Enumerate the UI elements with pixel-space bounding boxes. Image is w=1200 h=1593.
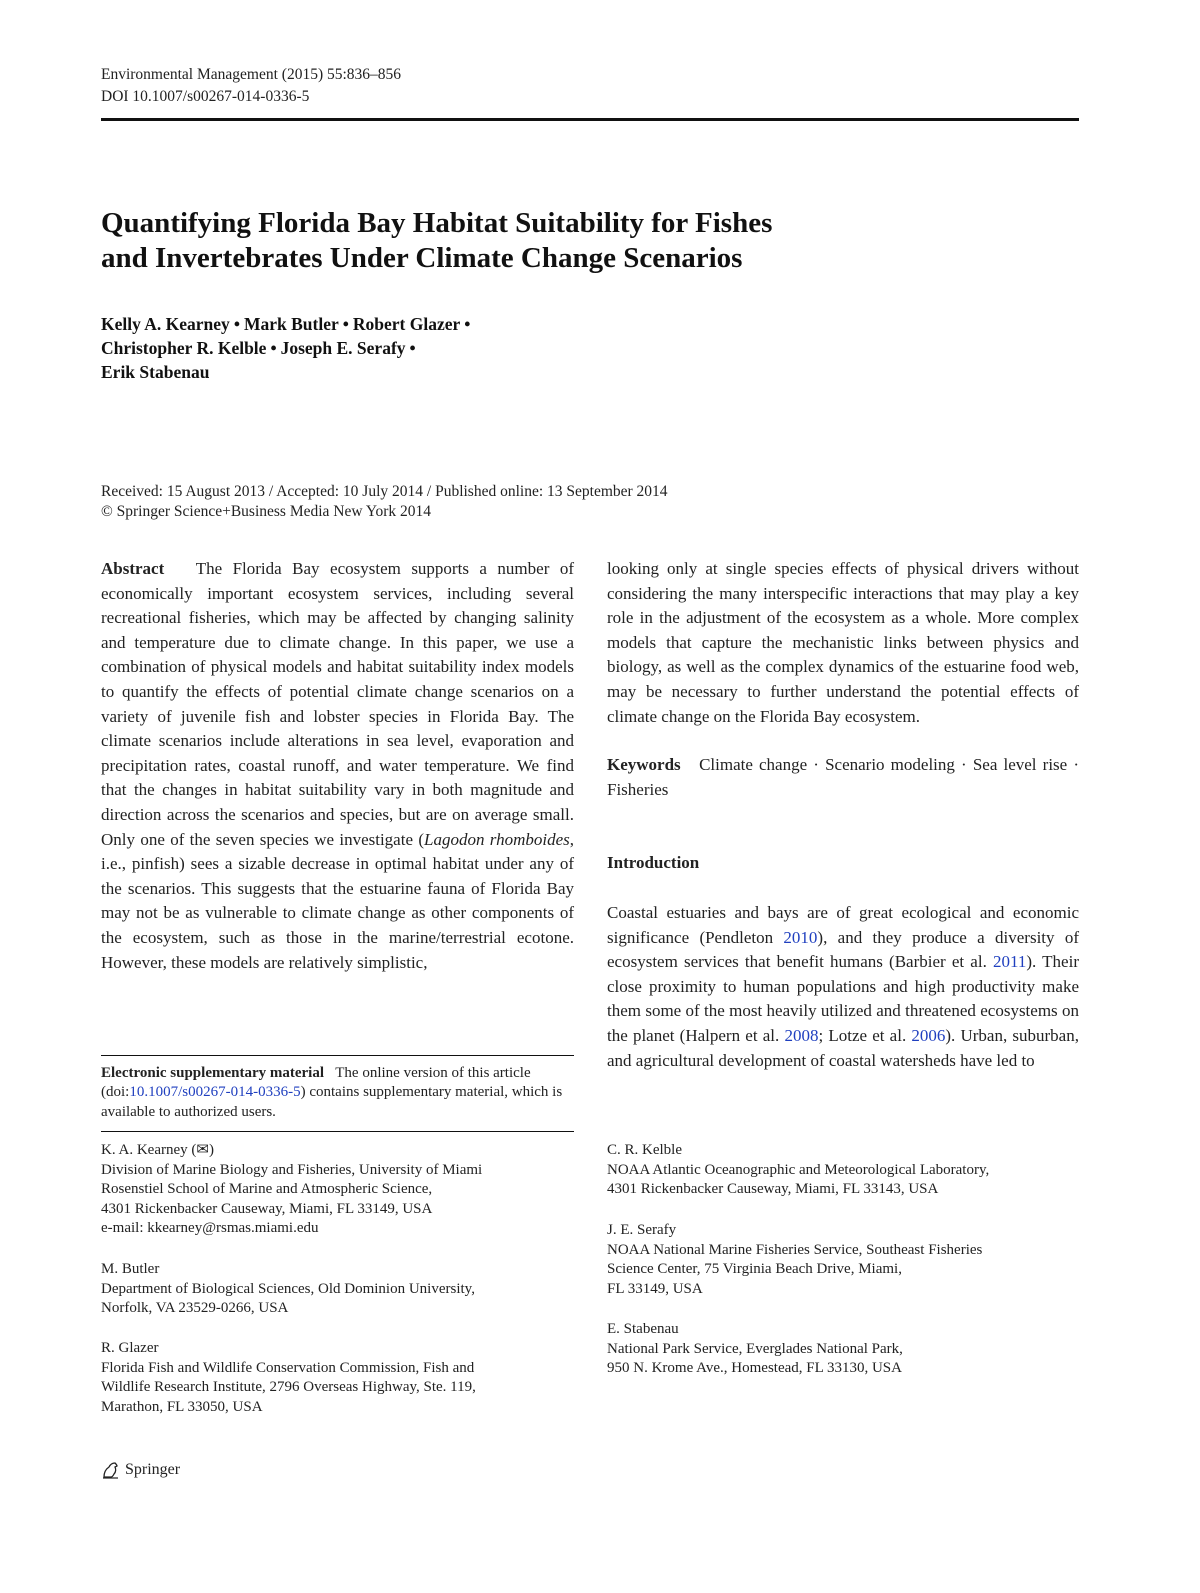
affiliation-line: Department of Biological Sciences, Old Dominion University,	[101, 1280, 475, 1297]
intro-text: ). Their close proximity to human populations and high productivity make them some of the most heavily utilized and threatened ecosystems on the planet (Halpern et al.	[607, 952, 1079, 1045]
affiliation-line: FL 33149, USA	[607, 1280, 703, 1297]
affiliation-author: M. Butler	[101, 1261, 160, 1277]
page-footer	[101, 1460, 180, 1480]
author-name: Joseph E. Serafy	[280, 338, 406, 358]
intro-text: ). Urban, suburban, and agricultural development of coastal watersheds have led to	[607, 1025, 1079, 1070]
affiliation-line: Science Center, 75 Virginia Beach Drive, Miami,	[607, 1261, 902, 1278]
affiliation-line: Division of Marine Biology and Fisheries, University of Miami	[101, 1161, 483, 1178]
springer-horse-icon	[101, 1460, 121, 1480]
header-rule	[101, 118, 1079, 121]
affiliation-line: Wildlife Research Institute, 2796 Overseas Highway, Ste. 119,	[101, 1379, 476, 1396]
affiliation-line: Norfolk, VA 23529-0266, USA	[101, 1300, 289, 1317]
journal-doi: DOI 10.1007/s00267-014-0336-5	[101, 88, 310, 105]
abstract-continued: looking only at single species effects of physical drivers without considering the many interspecific interactions that may play a key role in the adjustment of the ecosystem as a whole. More complex models that capture the mechanistic links between physics and biology, as well as the complex dynamics of the estuarine food web, may be necessary to further understand the potential effects of climate change on the Florida Bay ecosystem.	[607, 559, 1079, 726]
affiliation-author: E. Stabenau	[607, 1321, 679, 1337]
esm-note	[101, 1064, 574, 1122]
publication-dates	[101, 482, 668, 522]
esm-top-rule	[101, 1055, 574, 1056]
keywords-paragraph	[607, 753, 1079, 802]
affiliation-line: Rosenstiel School of Marine and Atmospheric Science,	[101, 1181, 433, 1198]
author-name: Erik Stabenau	[101, 362, 210, 382]
author-separator: •	[270, 338, 277, 358]
affiliation-line: NOAA National Marine Fisheries Service, Southeast Fisheries	[607, 1241, 983, 1258]
publisher-name: Springer	[125, 1461, 181, 1478]
affiliation-line: 4301 Rickenbacker Causeway, Miami, FL 33143, USA	[607, 1181, 939, 1198]
author-separator: •	[342, 314, 349, 334]
affiliation-kelble	[607, 1141, 1079, 1200]
right-column	[607, 557, 1079, 1073]
affiliation-kearney	[101, 1141, 574, 1239]
introduction-paragraph	[607, 901, 1079, 1073]
intro-text: ; Lotze et al.	[818, 1025, 912, 1045]
abstract-column	[101, 557, 574, 975]
intro-text: Coastal estuaries and bays are of great ecological and economic significance (Pendleton	[607, 902, 1079, 947]
citation-link[interactable]: 2011	[993, 952, 1027, 972]
affiliation-line: National Park Service, Everglades National Park,	[607, 1340, 903, 1357]
keywords-label: Keywords	[607, 755, 681, 775]
author-separator: •	[409, 338, 416, 358]
affiliation-stabenau	[607, 1320, 1079, 1379]
author-separator: •	[233, 314, 240, 334]
author-line-3	[101, 360, 701, 384]
abstract-text-1: The Florida Bay ecosystem supports a number of economically important ecosystem services, including several recreational fisheries, which may be affected by changing salinity and temperature due to climate change. In this paper, we use a combination of physical models and habitat suitability index models to quantify the effects of potential climate change scenarios on a variety of juvenile fish and lobster species in Florida Bay. The climate scenarios include alterations in sea level, evaporation and precipitation rates, coastal runoff, and water temperature. We find that the changes in habitat suitability vary in both magnitude and direction across the scenarios and species, but are on average small. Only one of the seven species we investigate (	[101, 559, 574, 849]
citation-link[interactable]: 2008	[784, 1025, 819, 1045]
keywords-text: Climate change · Scenario modeling · Sea level rise · Fisheries	[607, 755, 1079, 799]
affiliation-author: J. E. Serafy	[607, 1222, 677, 1238]
affiliation-line: 950 N. Krome Ave., Homestead, FL 33130, USA	[607, 1360, 902, 1377]
author-name: Christopher R. Kelble	[101, 338, 267, 358]
affiliation-author: K. A. Kearney (✉)	[101, 1142, 214, 1158]
abstract-text-2: , i.e., pinfish) sees a sizable decrease in optimal habitat under any of the scenarios. This suggests that the estuarine fauna of Florida Bay may not be as vulnerable to climate change as other components of the ecosystem, such as those in the marine/terrestrial ecotone. However, these models are relatively simplistic,	[101, 829, 574, 972]
citation-link[interactable]: 2006	[911, 1025, 946, 1045]
affiliation-glazer	[101, 1339, 574, 1417]
publication-history: Received: 15 August 2013 / Accepted: 10 July 2014 / Published online: 13 September 2014	[101, 483, 668, 500]
affiliation-butler	[101, 1260, 574, 1319]
author-name: Mark Butler	[243, 314, 339, 334]
abstract-label: Abstract	[101, 559, 165, 578]
introduction-heading: Introduction	[607, 853, 700, 873]
affiliation-line: NOAA Atlantic Oceanographic and Meteorological Laboratory,	[607, 1161, 990, 1178]
esm-bottom-rule	[101, 1131, 574, 1132]
citation-link[interactable]: 2010	[783, 927, 818, 947]
copyright-notice: © Springer Science+Business Media New York 2014	[101, 503, 432, 520]
author-line-1	[101, 312, 701, 336]
affiliation-author: R. Glazer	[101, 1340, 159, 1356]
affiliation-serafy	[607, 1221, 1079, 1299]
title-line-1: Quantifying Florida Bay Habitat Suitability for Fishes	[101, 207, 773, 239]
species-name: Lagodon rhomboides	[423, 829, 570, 849]
affiliation-author: C. R. Kelble	[607, 1142, 682, 1158]
running-header	[101, 64, 401, 108]
esm-text: ) contains supplementary material, which is available to authorized users.	[101, 1084, 563, 1120]
affiliation-line: Florida Fish and Wildlife Conservation Commission, Fish and	[101, 1359, 475, 1376]
journal-citation: Environmental Management (2015) 55:836–856	[101, 66, 402, 83]
article-title	[101, 206, 981, 276]
affiliation-line: Marathon, FL 33050, USA	[101, 1398, 263, 1415]
author-name: Robert Glazer	[352, 314, 461, 334]
esm-label: Electronic supplementary material	[101, 1065, 325, 1081]
title-line-2: and Invertebrates Under Climate Change Scenarios	[101, 242, 743, 274]
esm-doi-link[interactable]: 10.1007/s00267-014-0336-5	[129, 1084, 301, 1101]
email-link[interactable]: e-mail: kkearney@rsmas.miami.edu	[101, 1220, 319, 1237]
esm-text: The online version of this article (doi:	[101, 1065, 531, 1101]
abstract-paragraph	[101, 557, 574, 975]
author-separator: •	[464, 314, 471, 334]
author-list	[101, 312, 701, 384]
author-line-2	[101, 336, 701, 360]
intro-text: ), and they produce a diversity of ecosystem services that benefit humans (Barbier et al.	[607, 927, 1079, 972]
author-name: Kelly A. Kearney	[101, 314, 230, 334]
affiliation-line: 4301 Rickenbacker Causeway, Miami, FL 33149, USA	[101, 1200, 433, 1217]
